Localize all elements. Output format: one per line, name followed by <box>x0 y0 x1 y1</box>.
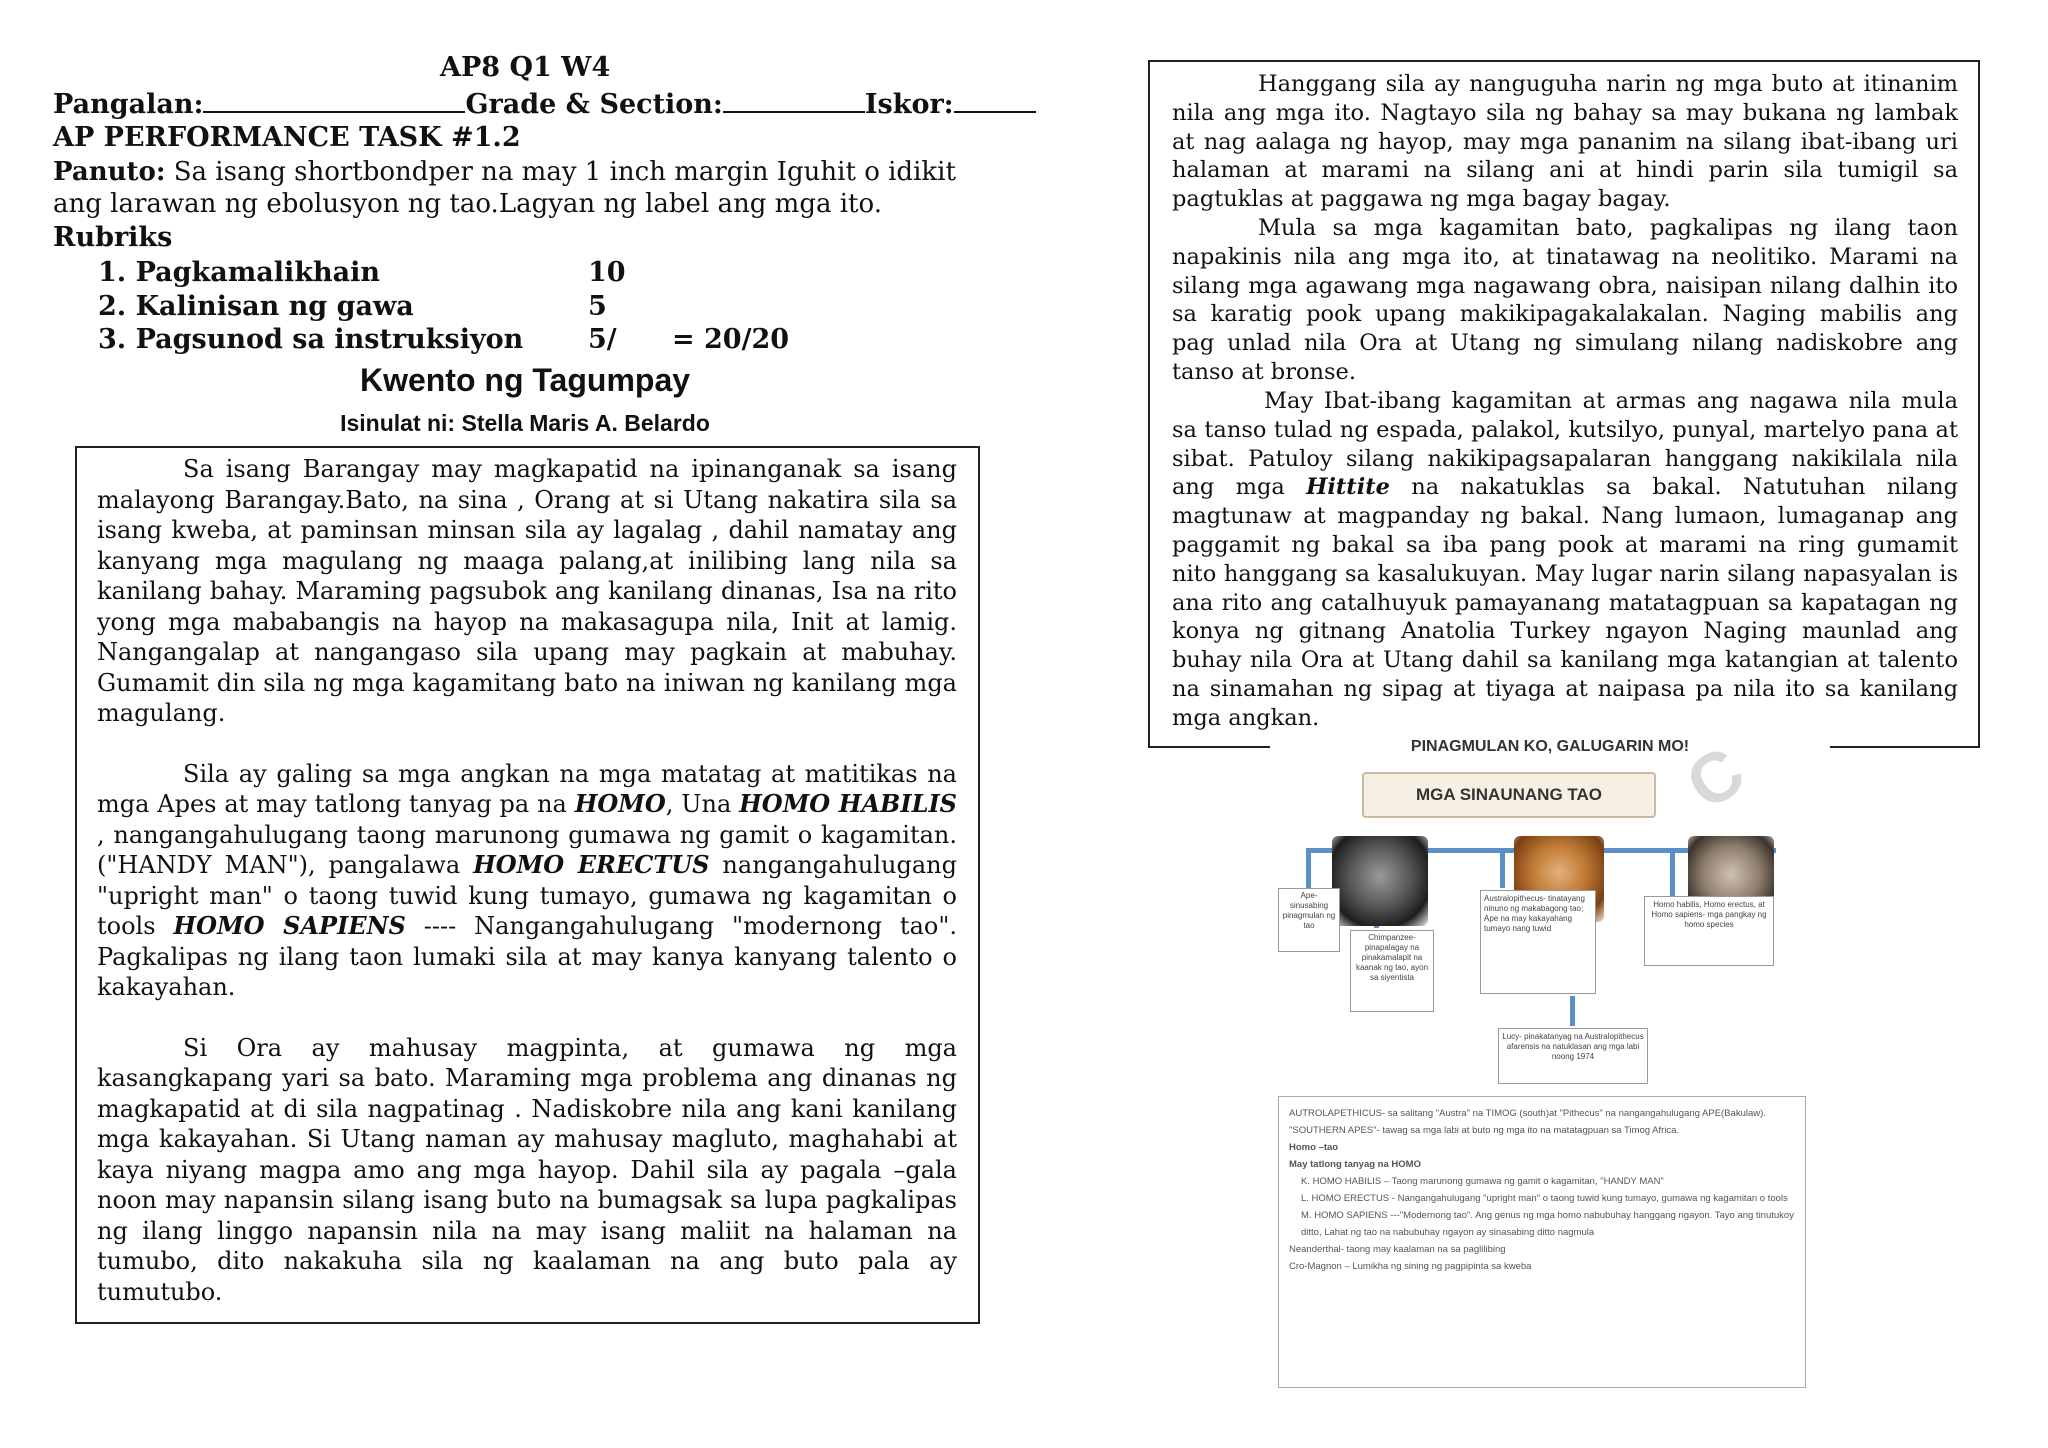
note-neanderthal: Neanderthal- taong may kaalaman na sa paglilibing <box>1289 1244 1506 1255</box>
box-ape: Ape- sinusabing pinagmulan ng tao <box>1278 888 1340 952</box>
note-homo-sapiens: M. HOMO SAPIENS ---"Modernong tao". Ang genus ng mga homo nabubuhay hanggang ngayon. Tayo ang tinutukoy ditto, Lahat ng tao na nabubuhay ngayon ay sinasabing ditto nagmula <box>1301 1210 1794 1238</box>
rubric-title: Rubriks <box>53 222 173 253</box>
term-hittite: Hittite <box>1306 474 1390 501</box>
instructions-text: Sa isang shortbondper na may 1 inch margin Iguhit o idikit ang larawan ng ebolusyon ng tao.Lagyan ng label ang mga ito. <box>53 157 956 219</box>
box-chimpanzee: Chimpanzee- pinapalagay na pinakamalapit na kaanak ng tao, ayon sa siyentista <box>1350 930 1434 1012</box>
grade-blank[interactable] <box>723 87 865 113</box>
score-label: Iskor: <box>864 89 954 120</box>
story-paragraph-4: Hanggang sila ay nanguguha narin ng mga buto at itinanim nila ang mga ito. Nagtayo sila ng bahay sa may bukana ng lambak at nag aalaga ng hayop, may mga pananim na silang ibat-ibang uri halaman at marami na silang ani at hindi parin sila tumigil sa pagtuklas at paggawa ng mga bagay bagay. <box>1172 71 1958 213</box>
note-homo: Homo –tao <box>1289 1142 1339 1153</box>
note-australopithecus: AUTROLAPETHICUS- sa salitang "Austra" na TIMOG (south)at "Pithecus" na nangangahulugang APE(Bakulaw). <box>1289 1108 1766 1119</box>
rubric-item-3-points: 5/ <box>588 324 617 355</box>
box-homo: Homo habilis, Homo erectus, at Homo sapiens- mga pangkay ng homo species <box>1644 896 1774 966</box>
task-title: AP PERFORMANCE TASK #1.2 <box>53 122 521 153</box>
term-homo-sapiens: HOMO SAPIENS <box>173 911 406 940</box>
grade-label: Grade & Section: <box>465 89 723 120</box>
term-homo-erectus: HOMO ERECTUS <box>473 850 710 879</box>
worksheet-code: AP8 Q1 W4 <box>440 52 611 83</box>
rubric-item-1-label: 1. Pagkamalikhain <box>98 257 381 288</box>
rubric-item-2-label: 2. Kalinisan ng gawa <box>98 291 414 322</box>
rubric-item-3-label: 3. Pagsunod sa instruksiyon <box>98 324 524 355</box>
notes-box <box>1278 1096 1806 1388</box>
score-blank[interactable] <box>954 87 1036 113</box>
infographic-header: PINAGMULAN KO, GALUGARIN MO! <box>1410 738 1690 755</box>
connector-drop-homo <box>1670 848 1675 898</box>
story-paragraph-2: Sila ay galing sa mga angkan na mga matatag at matitikas na mga Apes at may tatlong tanyag pa na HOMO, Una HOMO HABILIS , nangangahulugang taong marunong gumawa ng gamit o kagamitan.("HANDY MAN"), pangalawa HOMO ERECTUS nangangahulugang "upright man" o taong tuwid kung tumayo, gumawa ng kagamitan o tools HOMO SAPIENS ---- Nangangahulugang "modernong tao". Pagkalipas ng ilang taon lumaki sila at may kanya kanyang talento o kakayahan. <box>97 759 958 1001</box>
box-australopithecus: Australopithecus- tinatayang ninuno ng makabagong tao; Ape na may kakayahang tumayo nang tuwid <box>1480 890 1596 994</box>
infographic-banner: MGA SINAUNANG TAO <box>1362 772 1656 818</box>
student-info-line <box>53 87 1036 121</box>
connector-drop-austr <box>1500 848 1505 888</box>
connector-drop-ape <box>1306 848 1311 888</box>
instructions <box>53 156 1013 220</box>
chimpanzee-image <box>1332 836 1428 926</box>
rubric-item-1-points: 10 <box>588 257 626 288</box>
note-cro-magnon: Cro-Magnon – Lumikha ng sining ng pagpipinta sa kweba <box>1289 1261 1532 1272</box>
story-box-left <box>75 446 980 1324</box>
story-box-right <box>1148 60 1980 748</box>
instructions-label: Panuto: <box>53 157 166 187</box>
note-three-homo: May tatlong tanyag na HOMO <box>1289 1159 1421 1170</box>
rubric-item-2-points: 5 <box>588 291 607 322</box>
story-paragraph-5: Mula sa mga kagamitan bato, pagkalipas ng ilang taon napakinis nila ang mga ito, at tinatawag na neolitiko. Marami na silang mga agawang mga nagawang obra, naisipan nilang dalhin ito sa karatig pook upang makikipagakalakalan. Naging mabilis ang pag unlad nila Ora at Utang ng simulang nilang nadiskobre ang tanso at bronse. <box>1172 215 1958 385</box>
story-author: Isinulat ni: Stella Maris A. Belardo <box>340 410 710 436</box>
story-title: Kwento ng Tagumpay <box>359 362 691 398</box>
name-label: Pangalan: <box>53 89 204 120</box>
name-blank[interactable] <box>203 87 465 113</box>
term-homo: HOMO <box>574 789 666 818</box>
note-homo-erectus: L. HOMO ERECTUS - Nangangahulugang "upright man" o taong tuwid kung tumayo, gumawa ng kagamitan o tools <box>1301 1193 1788 1204</box>
story-column-left <box>97 454 957 1307</box>
story-paragraph-6: May Ibat-ibang kagamitan at armas ang nagawa nila mula sa tanso tulad ng espada, palakol, kutsilyo, punyal, martelyo pana at sibat. Patuloy silang nakikipagsapalaran hanggang nakikilala nila ang mga Hittite na nakatuklas sa bakal. Natutuhan nilang magtunaw at magpanday ng bakal. Nang lumaon, lumaganap ang paggamit ng bakal sa iba pang pook at marami na ring gumamit nito hanggang sa kasalukuyan. May lugar narin silang napasyalan is ana rito ang catalhuyuk pamayanang matatagpuan sa kapatagan ng konya ng gitnang Anatolia Turkey ngayon Naging maunlad ang buhay nila Ora at Utang dahil sa kanilang mga katangian at talento na sinamahan ng sipag at tiyaga at naipasa pa nila ito sa kanilang mga angkan. <box>1172 388 1959 731</box>
connector-drop-lucy <box>1570 996 1575 1026</box>
rubric-total: = 20/20 <box>672 324 790 355</box>
watermark-mark: C <box>1672 731 1759 825</box>
infographic-early-humans <box>1270 731 1830 1396</box>
note-homo-habilis: K. HOMO HABILIS – Taong marunong gumawa ng gamit o kagamitan, "HANDY MAN" <box>1301 1176 1664 1187</box>
box-lucy: Lucy- pinakatanyag na Australopithecus afarensis na natuklasan ang mga labi noong 1974 <box>1498 1028 1648 1084</box>
term-homo-habilis: HOMO HABILIS <box>739 789 958 818</box>
note-southern-apes: "SOUTHERN APES"- tawag sa mga labi at buto ng mga ito na matatagpuan sa Timog Africa. <box>1289 1125 1680 1136</box>
story-paragraph-3: Si Ora ay mahusay magpinta, at gumawa ng mga kasangkapang yari sa bato. Maraming mga problema ang dinanas ng magkapatid at di sila nagpatinag . Nadiskobre nila ang kani kanilang mga kakayahan. Si Utang naman ay mahusay magluto, maghahabi at kaya niyang magpa amo ang mga hayop. Dahil sila ay pagala –gala noon may napansin silang isang buto na bumagsak sa lupa pagkalipas ng ilang linggo napansin nila na may isang maliit na halaman na tumubo, dito nakakuha sila ng kaalaman na ang buto pala ay tumutubo. <box>97 1033 957 1306</box>
story-paragraph-1: Sa isang Barangay may magkapatid na ipinanganak sa isang malayong Barangay.Bato, na sina , Orang at si Utang nakatira sila sa isang kweba, at paminsan minsan sila ay lagalag , dahil namatay ang kanyang mga magulang ng maaga palang,at inilibing lang nila sa kanilang bahay. Maraming pagsubok ang kanilang dinanas, Isa na rito yong mga mababangis na hayop na makasagupa nila, Init at lamig. Nangangalap at nangangaso sila upang may pagkain at mabuhay. Gumamit din sila ng mga kagamitang bato na iniwan ng kanilang mga magulang. <box>97 455 957 727</box>
